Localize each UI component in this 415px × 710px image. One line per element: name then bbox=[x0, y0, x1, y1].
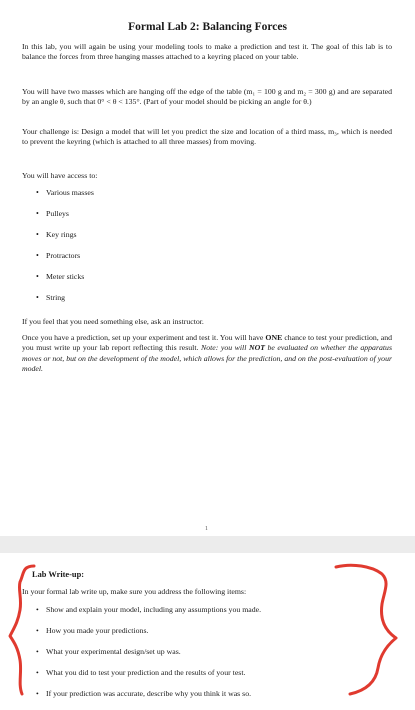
right-bracket-mark bbox=[336, 565, 396, 694]
page-title: Formal Lab 2: Balancing Forces bbox=[128, 21, 287, 33]
left-bracket-mark bbox=[10, 566, 34, 694]
list-item: • String bbox=[36, 293, 94, 314]
list-item: • If your prediction was accurate, describe why you think it was so. bbox=[36, 689, 261, 710]
list-item: • How you made your predictions. bbox=[36, 626, 261, 647]
list-item: • Meter sticks bbox=[36, 272, 94, 293]
instructor-paragraph: If you feel that you need something else, ask an instructor. bbox=[22, 317, 204, 326]
writeup-intro: In your formal lab write up, make sure you address the following items: bbox=[22, 587, 247, 596]
masses-paragraph: You will have two masses which are hanging off the edge of the table (m₁ = 100 g and m₂ = 300 g) and are separated by an angle θ, such that 0° < θ < 135°. (Part of your model should be picking an angle for θ.) bbox=[22, 87, 392, 107]
list-item: • Various masses bbox=[36, 188, 94, 209]
list-item: • What your experimental design/set up was. bbox=[36, 647, 261, 668]
list-item: • Key rings bbox=[36, 230, 94, 251]
writeup-heading: Lab Write-up: bbox=[32, 570, 85, 579]
challenge-paragraph: Your challenge is: Design a model that will let you predict the size and location of a third mass, m₃, which is needed to prevent the keyring (which is attached to all three masses) from moving. bbox=[22, 127, 392, 147]
list-item: • What you did to test your prediction and the results of your test. bbox=[36, 668, 261, 689]
prediction-paragraph: Once you have a prediction, set up your experiment and test it. You will have ONE chance to test your prediction, and you must write up your lab report reflecting this result. Note: you will NOT be evaluated on whether the apparatus moves or not, but on the development of the model, which allows for the prediction, and on the post-evaluation of your model. bbox=[22, 333, 393, 374]
page-number: 1 bbox=[205, 526, 208, 532]
access-intro: You will have access to: bbox=[22, 171, 98, 180]
list-item: • Protractors bbox=[36, 251, 94, 272]
intro-paragraph: In this lab, you will again be using your modeling tools to make a prediction and test it. The goal of this lab is to balance the forces from three hanging masses attached to a keyring placed on your table. bbox=[22, 42, 392, 62]
list-item: • Pulleys bbox=[36, 209, 94, 230]
list-item: • Show and explain your model, including any assumptions you made. bbox=[36, 605, 261, 626]
